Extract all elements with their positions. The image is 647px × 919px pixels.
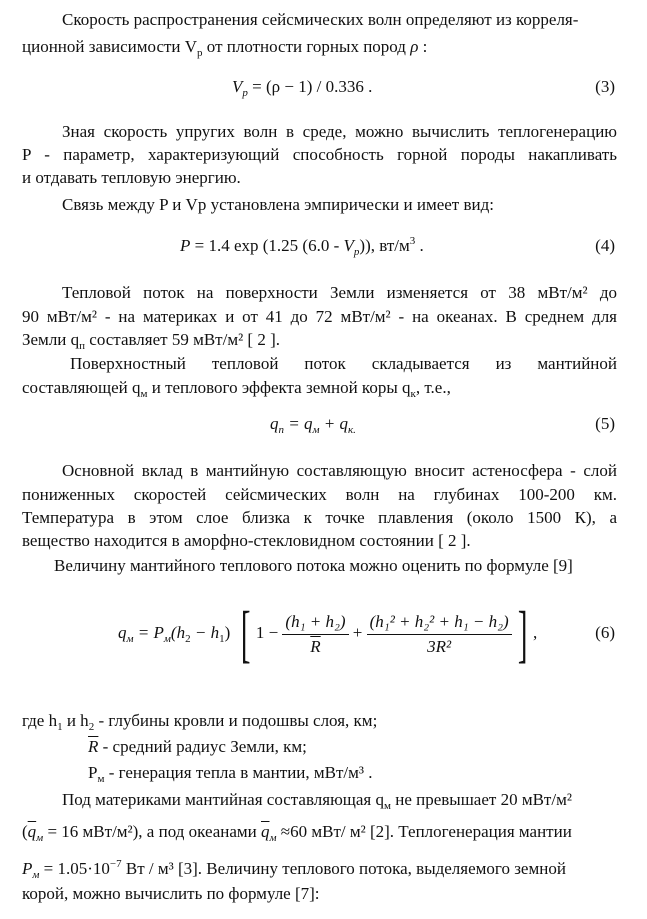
equation-3: $V_p = (\rho - 1) / 0.336$ . — [232, 77, 373, 99]
text-line: корой, можно вычислить по формуле [7]: — [22, 884, 320, 903]
equation-6: $q_м = P_м(h_2 - h_1)$ [ 1 − $\frac{\text{(h₁ + h₂)}}{R}$ + $\frac{\text{(h₁² + h₂² + h₁ − h₂)}}{\text{3R²}}$ ] , — [118, 598, 538, 670]
text-line: Связь между P и Vp установлена эмпирически и имеет вид: — [62, 195, 494, 214]
text-line: вещество находится в аморфно-стекловидном состоянии [ 2 ]. — [22, 531, 471, 550]
equation-5: $q_п = q_м + q_{к.}$ — [270, 414, 356, 436]
text-line: пониженных скоростей сейсмических волн на глубинах 100-200 км. — [22, 485, 617, 504]
text-line: $P_м = 1.05\cdot 10^{-7}$ Вт / м³ [3]. Величину теплового потока, выделяемого земной — [22, 858, 566, 881]
text-line: Поверхностный тепловой поток складывается из мантийной — [70, 354, 617, 373]
equation-number: (6) — [595, 623, 615, 642]
text-line: 90 мВт/м² - на материках и от 41 до 72 мВт/м² - на океанах. В среднем для — [22, 307, 617, 326]
text-line: Зная скорость упругих волн в среде, можно вычислить теплогенерацию — [62, 122, 617, 141]
text-line: Температура в этом слое близка к точке плавления (около 1500 К), а — [22, 508, 617, 527]
text-line: $P_м$ - генерация тепла в мантии, мВт/м³ . — [88, 763, 373, 785]
text-line: Тепловой поток на поверхности Земли изменяется от 38 мВт/м² до — [62, 283, 617, 302]
text-line: где $h_1$ и $h_2$ - глубины кровли и подошвы слоя, км; — [22, 711, 378, 733]
text-line: ($\overline{q}_м = 16$ мВт/м²), а под океанами $\overline{q}_м \approx 60$ мВт/ м² [2]. Теплогенерация мантии — [22, 822, 572, 844]
text-line: составляющей $q_м$ и теплового эффекта земной коры $q_к$, т.е., — [22, 378, 451, 400]
text-line: $\overline{R}$ - средний радиус Земли, км; — [88, 737, 307, 756]
text-line: Под материками мантийная составляющая $q_м$ не превышает 20 мВт/м² — [62, 790, 572, 812]
text-line: Основной вклад в мантийную составляющую вносит астеносфера - слой — [62, 461, 617, 480]
equation-number: (5) — [595, 414, 615, 433]
equation-number: (3) — [595, 77, 615, 96]
text-line: Скорость распространения сейсмических волн определяют из корреля- — [62, 10, 579, 29]
fraction-2: $\frac{\text{(h₁² + h₂² + h₁ − h₂)}}{\text{3R²}}$ — [367, 610, 512, 659]
text-line: Земли $q_п$ составляет 59 мВт/м² [ 2 ]. — [22, 330, 280, 352]
fraction-1: $\frac{\text{(h₁ + h₂)}}{R}$ — [282, 610, 348, 659]
text-line: ционной зависимости $V_p$ от плотности горных пород ρ : — [22, 37, 428, 59]
text-line: P - параметр, характеризующий способность горной породы накапливать — [22, 145, 617, 164]
text-line: Величину мантийного теплового потока можно оценить по формуле [9] — [54, 556, 573, 575]
equation-4: P = 1.4 exp (1.25 $(6.0 - V_p)$), $вт/м^3$ . — [180, 235, 424, 258]
equation-number: (4) — [595, 236, 615, 255]
text-line: и отдавать тепловую энергию. — [22, 168, 241, 187]
